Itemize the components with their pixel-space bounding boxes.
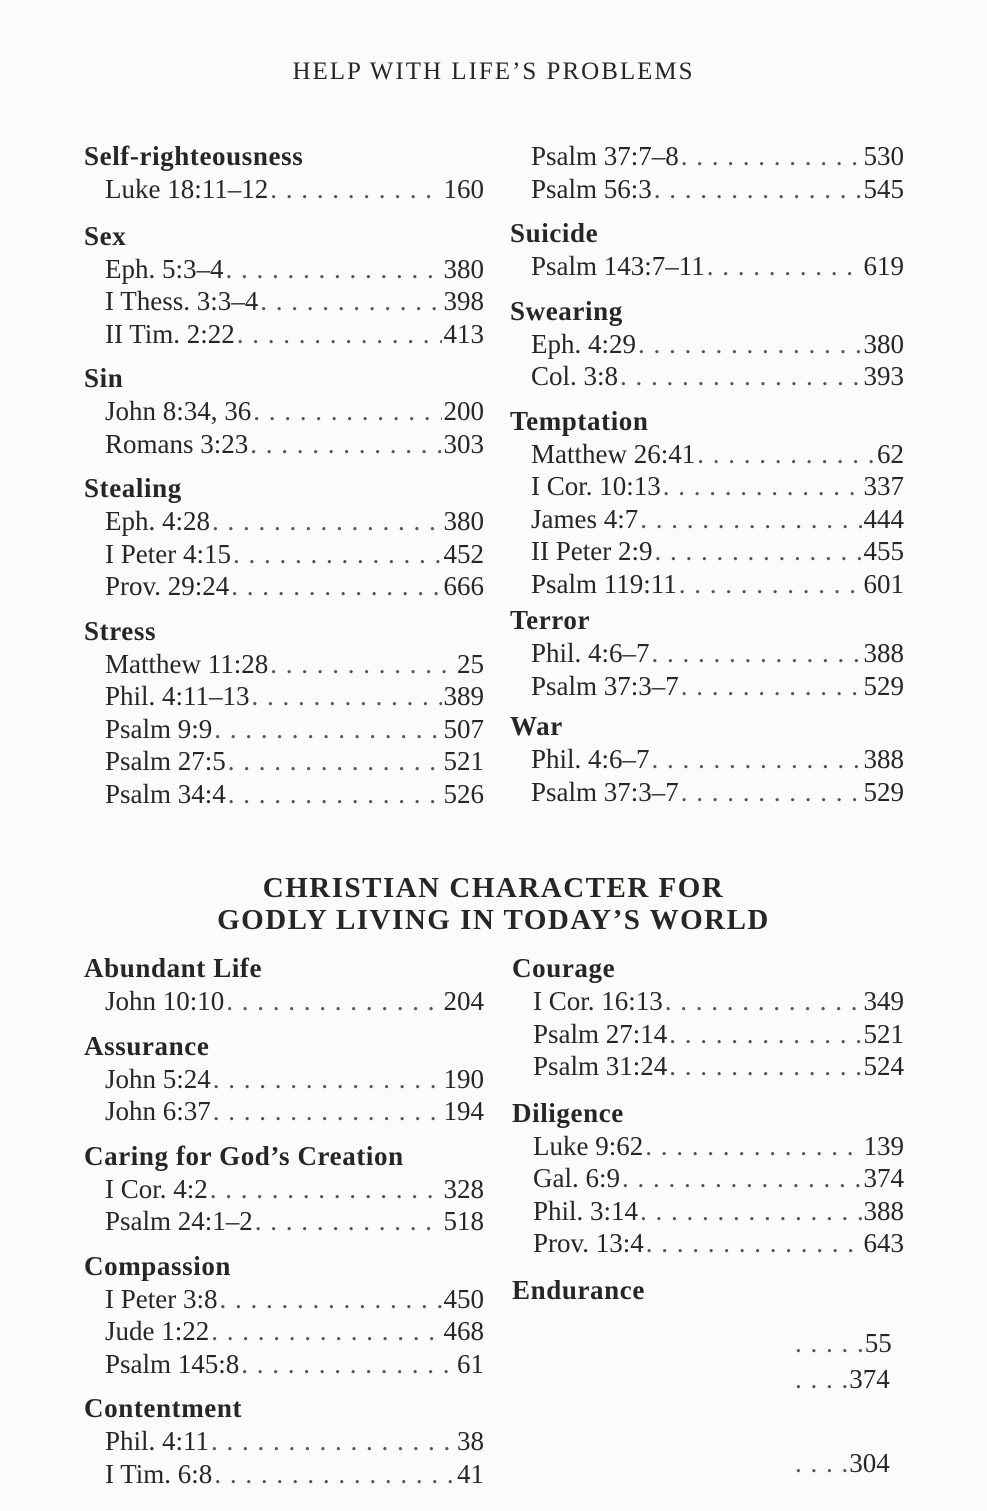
index-entry: [512, 1195, 904, 1228]
page-number: 413: [443, 318, 484, 349]
leader-dots: [241, 1348, 455, 1381]
leader-dots: [620, 360, 861, 393]
page-number: 452: [443, 538, 484, 569]
topic-group: [84, 1392, 484, 1490]
page-number: 374: [863, 1163, 904, 1193]
page-number: 25: [457, 648, 484, 679]
page-number: 601: [863, 568, 904, 599]
index-entry: [510, 173, 904, 206]
leader-dots: [213, 1095, 442, 1128]
page-number: 529: [863, 670, 904, 701]
scripture-reference: Phil. 4:6–7: [531, 638, 650, 668]
index-entry: [84, 648, 484, 681]
scripture-reference: Psalm 145:8: [105, 1348, 240, 1379]
page-number: 521: [863, 1018, 904, 1049]
leader-dots: [211, 1315, 441, 1348]
index-entry: [510, 503, 904, 536]
endurance-entry-3: [795, 1448, 890, 1479]
page-number: 349: [863, 986, 904, 1016]
scripture-reference: James 4:7: [531, 503, 639, 534]
index-entry: [84, 253, 484, 286]
index-entry: [84, 1458, 484, 1491]
leader-dots: [638, 328, 862, 361]
index-entry: [84, 680, 484, 713]
scripture-reference: Matthew 11:28: [105, 648, 269, 679]
page-number: 304: [849, 1448, 890, 1478]
scripture-reference: Psalm 27:5: [105, 746, 226, 776]
topic-heading: Contentment: [84, 1393, 243, 1423]
section1-left-column: [84, 140, 484, 810]
endurance-entry-1: [795, 1328, 892, 1359]
topic-group: [84, 220, 484, 351]
index-entry: [510, 140, 904, 173]
page-number: 444: [863, 503, 904, 534]
index-entry: [510, 568, 904, 601]
topic-heading: Temptation: [510, 405, 649, 436]
scripture-reference: Psalm 37:3–7: [531, 776, 679, 807]
scripture-reference: Psalm 37:7–8: [531, 141, 679, 171]
topic-heading: Stealing: [84, 473, 182, 503]
leader-dots: [228, 745, 442, 778]
scripture-reference: Matthew 26:41: [531, 438, 696, 469]
topic-heading: Self-righteousness: [84, 141, 304, 171]
index-entry: [84, 1063, 484, 1096]
scripture-reference: Psalm 34:4: [105, 778, 226, 809]
page-number: 389: [443, 681, 484, 711]
leader-dots: [270, 648, 455, 681]
scripture-reference: Prov. 29:24: [105, 571, 230, 601]
index-entry: [84, 285, 484, 318]
page-number: 328: [443, 1173, 484, 1204]
index-entry: [84, 1205, 484, 1238]
topic-heading: Suicide: [510, 218, 599, 248]
index-entry: [84, 1173, 484, 1206]
scripture-reference: Psalm 37:3–7: [531, 670, 679, 701]
section2-left-column: [84, 952, 484, 1490]
scripture-reference: Psalm 119:11: [531, 568, 677, 599]
topic-group: [84, 952, 484, 1018]
leader-dots: [654, 535, 861, 568]
topic-heading: Compassion: [84, 1250, 232, 1281]
scripture-reference: Jude 1:22: [105, 1316, 210, 1346]
scripture-reference: Romans 3:23: [105, 428, 249, 459]
topic-heading: Terror: [510, 605, 591, 635]
topic-heading: Abundant Life: [84, 953, 263, 983]
scripture-reference: John 8:34, 36: [105, 396, 252, 426]
page-number: 190: [443, 1063, 484, 1094]
index-entry: [510, 328, 904, 361]
topic-group: [512, 1097, 904, 1260]
leader-dots: [226, 985, 441, 1018]
leader-dots: [270, 173, 441, 206]
scripture-reference: Phil. 4:11–13: [105, 681, 250, 711]
index-entry: [84, 538, 484, 571]
index-entry: [510, 776, 904, 809]
leader-dots: [228, 778, 442, 811]
page-number: 62: [877, 438, 904, 469]
section-title-line1: CHRISTIAN CHARACTER FOR: [262, 872, 725, 904]
leader-dots: [669, 1050, 861, 1083]
page-number: 388: [863, 1195, 904, 1226]
page-number: 524: [863, 1051, 904, 1081]
scripture-reference: Psalm 143:7–11: [531, 251, 705, 281]
topic-group: [84, 615, 484, 811]
leader-dots: [212, 505, 442, 538]
leader-dots: [697, 438, 875, 471]
leader-dots: [665, 985, 862, 1018]
topic-heading: Diligence: [512, 1097, 624, 1128]
scripture-reference: John 10:10: [105, 986, 225, 1016]
scripture-reference: Psalm 31:24: [533, 1051, 668, 1081]
scripture-reference: I Peter 3:8: [105, 1283, 218, 1314]
scripture-reference: Col. 3:8: [531, 361, 619, 391]
index-entry: [84, 395, 484, 428]
scripture-reference: Psalm 9:9: [105, 713, 213, 744]
page-number: 380: [863, 328, 904, 359]
index-entry: [84, 778, 484, 811]
index-entry: [510, 360, 904, 393]
leader-dots: [663, 470, 862, 503]
page-number: 450: [443, 1283, 484, 1314]
index-entry: [84, 1283, 484, 1316]
topic-heading: War: [510, 711, 563, 741]
index-entry: [512, 1050, 904, 1083]
leader-dots: [233, 538, 442, 571]
index-entry: [510, 743, 904, 776]
topic-heading: Sin: [84, 363, 124, 393]
page-number: 398: [443, 286, 484, 316]
topic-group: [510, 604, 904, 702]
page-number: 41: [457, 1458, 484, 1489]
topic-heading: Courage: [512, 953, 616, 983]
leader-dots: [679, 568, 862, 601]
topic-group: [510, 405, 904, 601]
topic-group: [512, 1274, 904, 1307]
leader-dots: [640, 503, 861, 536]
scripture-reference: Psalm 27:14: [533, 1018, 668, 1049]
topic-heading: Endurance: [512, 1274, 645, 1305]
index-entry: [84, 1348, 484, 1381]
index-entry: [84, 1425, 484, 1458]
index-entry: [84, 505, 484, 538]
page-number: 666: [443, 571, 484, 601]
leader-dots: [214, 1458, 455, 1491]
page-number: 139: [863, 1130, 904, 1161]
topic-group: [84, 362, 484, 460]
scripture-reference: Psalm 56:3: [531, 173, 652, 204]
scripture-reference: Prov. 13:4: [533, 1228, 644, 1258]
section-title-life-problems: HELP WITH LIFE’S PROBLEMS: [292, 58, 695, 85]
topic-group: [84, 140, 484, 206]
leader-dots: [253, 395, 441, 428]
page-number: 200: [443, 396, 484, 426]
topic-group: [84, 1250, 484, 1381]
page-number: 455: [863, 536, 904, 566]
leader-dots: [211, 1425, 455, 1458]
index-entry: [84, 713, 484, 746]
topic-heading: Stress: [84, 615, 157, 646]
leader-dots: [652, 743, 862, 776]
index-entry: [84, 745, 484, 778]
scripture-reference: II Peter 2:9: [531, 536, 653, 566]
section2-right-column: [512, 952, 904, 1307]
topic-group: [512, 952, 904, 1083]
leader-dots: . . . .: [795, 1448, 850, 1478]
scripture-reference: I Thess. 3:3–4: [105, 286, 259, 316]
page-number: 545: [863, 173, 904, 204]
index-entry: [512, 1162, 904, 1195]
page-number: 38: [457, 1426, 484, 1456]
leader-dots: . . . .: [795, 1364, 850, 1394]
scripture-reference: II Tim. 2:22: [105, 318, 235, 349]
index-entry: [84, 570, 484, 603]
page-number: 468: [443, 1316, 484, 1346]
scripture-reference: Luke 18:11–12: [105, 174, 269, 204]
topic-heading: Assurance: [84, 1030, 210, 1061]
leader-dots: [260, 285, 441, 318]
scripture-reference: I Cor. 16:13: [533, 986, 663, 1016]
leader-dots: [255, 1205, 442, 1238]
leader-dots: [226, 253, 442, 286]
leader-dots: [622, 1162, 862, 1195]
scripture-reference: I Peter 4:15: [105, 538, 231, 569]
leader-dots: [640, 1195, 861, 1228]
leader-dots: [219, 1283, 441, 1316]
leader-dots: [237, 318, 442, 351]
leader-dots: [214, 713, 441, 746]
index-entry: [84, 428, 484, 461]
page-number: 521: [443, 746, 484, 776]
leader-dots: [681, 776, 862, 809]
page-number: 526: [443, 778, 484, 809]
page-number: 530: [863, 141, 904, 171]
page-number: 619: [863, 251, 904, 281]
page-number: 337: [863, 471, 904, 501]
leader-dots: [252, 680, 442, 713]
page-number: 388: [863, 744, 904, 774]
scripture-reference: I Tim. 6:8: [105, 1458, 213, 1489]
page-number: 380: [443, 253, 484, 284]
index-entry: [512, 1130, 904, 1163]
index-entry: [510, 250, 904, 283]
index-entry: [84, 318, 484, 351]
scripture-reference: Phil. 3:14: [533, 1195, 639, 1226]
scripture-reference: Luke 9:62: [533, 1130, 644, 1161]
page-number: 374: [849, 1364, 890, 1394]
topic-group-continued: [510, 140, 904, 205]
page-number: 55: [864, 1328, 892, 1358]
section-title-line2: GODLY LIVING IN TODAY’S WORLD: [217, 904, 770, 936]
topic-heading: Swearing: [510, 295, 623, 326]
index-entry: [84, 1095, 484, 1128]
page-number: 507: [443, 713, 484, 744]
scripture-reference: Phil. 4:6–7: [531, 744, 650, 774]
leader-dots: [707, 250, 862, 283]
index-entry: [512, 1018, 904, 1051]
leader-dots: [681, 140, 862, 173]
section1-right-column: [510, 140, 904, 808]
index-entry: [510, 637, 904, 670]
leader-dots: [250, 428, 441, 461]
scripture-reference: Gal. 6:9: [533, 1163, 620, 1193]
leader-dots: [652, 637, 862, 670]
scripture-reference: John 6:37: [105, 1096, 211, 1126]
leader-dots: [231, 570, 441, 603]
page-number: 388: [863, 638, 904, 668]
page-number: 61: [457, 1348, 484, 1379]
page-number: 194: [443, 1096, 484, 1126]
topic-group: [84, 1030, 484, 1128]
leader-dots: [210, 1173, 442, 1206]
index-entry: [84, 1315, 484, 1348]
page-number: 303: [443, 428, 484, 459]
page-number: 529: [863, 776, 904, 807]
topic-group: [510, 295, 904, 393]
index-entry: [510, 438, 904, 471]
page-number: 518: [443, 1206, 484, 1236]
scripture-reference: I Cor. 10:13: [531, 471, 661, 501]
leader-dots: [654, 173, 862, 206]
index-entry: [510, 535, 904, 568]
topic-group: [84, 1140, 484, 1238]
topic-group: [84, 472, 484, 603]
page-number: 160: [443, 174, 484, 204]
scripture-reference: John 5:24: [105, 1063, 211, 1094]
section-title-christian-character: [0, 872, 987, 936]
index-entry: [84, 173, 484, 206]
index-entry: [512, 985, 904, 1018]
topic-group: [510, 710, 904, 808]
scripture-reference: Eph. 4:29: [531, 328, 636, 359]
leader-dots: [669, 1018, 861, 1051]
topic-heading: Sex: [84, 220, 127, 251]
leader-dots: [681, 670, 862, 703]
scripture-reference: Eph. 4:28: [105, 506, 210, 536]
scripture-reference: Eph. 5:3–4: [105, 253, 224, 284]
index-entry: [510, 670, 904, 703]
scripture-reference: Psalm 24:1–2: [105, 1206, 253, 1236]
page-number: 204: [443, 986, 484, 1016]
topic-group: [510, 217, 904, 283]
topic-heading: Caring for God’s Creation: [84, 1140, 404, 1171]
index-entry: [84, 985, 484, 1018]
index-entry: [512, 1227, 904, 1260]
leader-dots: [645, 1130, 861, 1163]
scripture-reference: Phil. 4:11: [105, 1426, 210, 1456]
page-number: 393: [863, 361, 904, 391]
scripture-reference: I Cor. 4:2: [105, 1173, 208, 1204]
index-entry: [510, 470, 904, 503]
leader-dots: [213, 1063, 442, 1096]
page-number: 643: [863, 1228, 904, 1258]
leader-dots: [646, 1227, 862, 1260]
endurance-entry-2: [795, 1364, 890, 1395]
page-number: 380: [443, 506, 484, 536]
leader-dots: . . . . .: [795, 1328, 865, 1358]
